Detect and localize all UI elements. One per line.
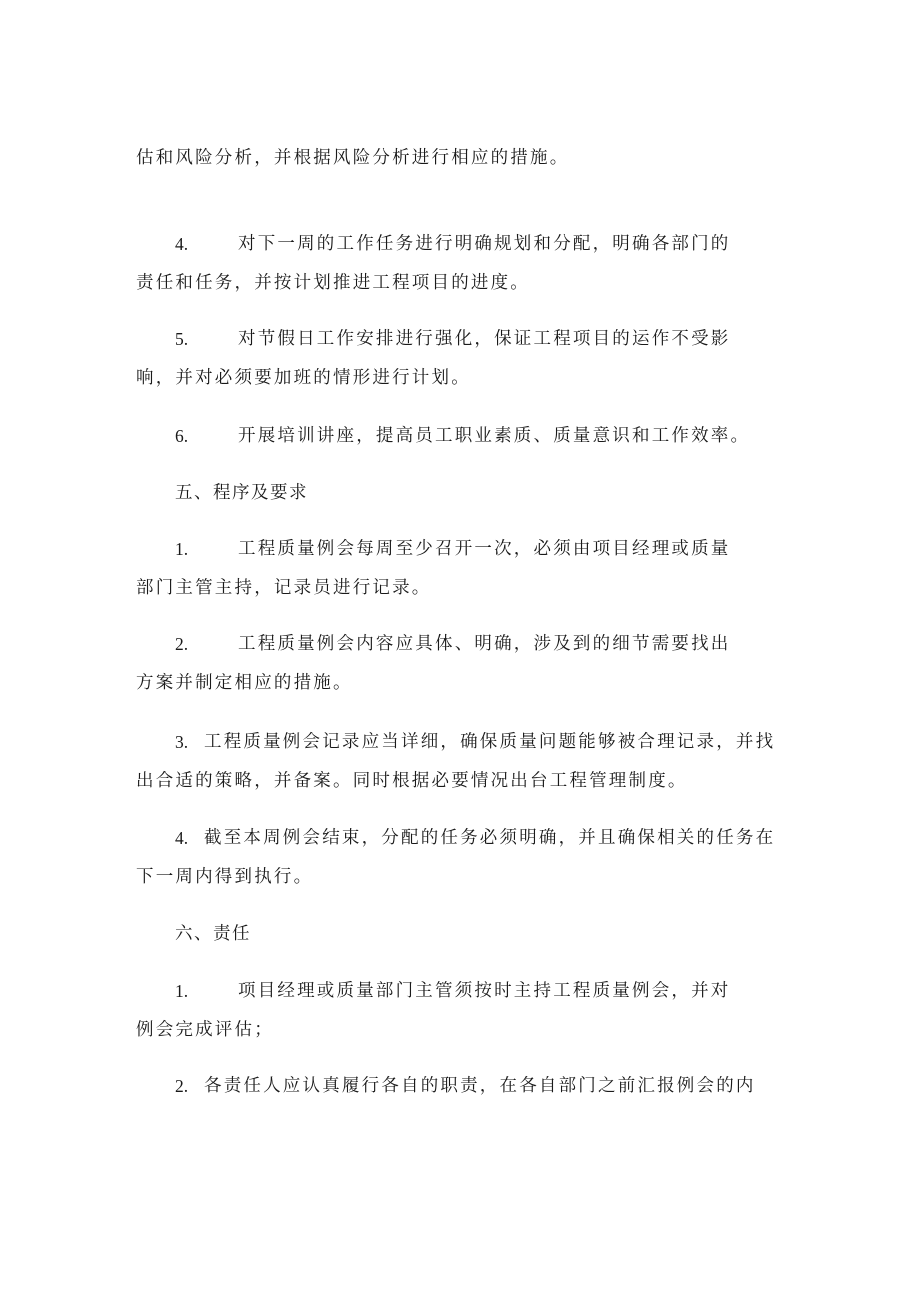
item-text-line1: 开展培训讲座，提高员工职业素质、质量意识和工作效率。 [238,426,751,446]
item-number: 2. [175,634,189,654]
item-text-line1: 对下一周的工作任务进行明确规划和分配，明确各部门的 [238,234,731,254]
item-text-line2: 下一周内得到执行。 [136,867,314,887]
item-number: 6. [175,426,189,446]
item-text-line1: 截至本周例会结束，分配的任务必须明确，并且确保相关的任务在 [204,828,776,848]
item-number: 4. [175,234,189,254]
item-number: 5. [175,329,189,349]
item-text-line2: 响，并对必须要加班的情形进行计划。 [136,368,471,388]
item-text-line2: 责任和任务，并按计划推进工程项目的进度。 [136,273,530,293]
section-heading: 五、程序及要求 [175,483,308,503]
item-text-line1: 工程质量例会每周至少召开一次，必须由项目经理或质量 [238,539,731,559]
item-number: 2. [175,1076,189,1096]
section-heading: 六、责任 [175,924,251,944]
continuation-text: 估和风险分析，并根据风险分析进行相应的措施。 [136,148,570,168]
item-text-line2: 部门主管主持，记录员进行记录。 [136,578,432,598]
item-number: 1. [175,981,189,1001]
item-text-line1: 项目经理或质量部门主管须按时主持工程质量例会，并对 [238,981,731,1001]
item-text-line2: 出合适的策略，并备案。同时根据必要情况出台工程管理制度。 [136,771,688,791]
item-number: 4. [175,828,189,848]
item-text-line2: 例会完成评估； [136,1020,274,1040]
item-text-line1: 对节假日工作安排进行强化，保证工程项目的运作不受影 [238,329,731,349]
item-text-line1: 工程质量例会内容应具体、明确，涉及到的细节需要找出 [238,634,731,654]
item-text-line2: 方案并制定相应的措施。 [136,673,353,693]
item-text-line1: 各责任人应认真履行各自的职责，在各自部门之前汇报例会的内 [204,1076,756,1096]
item-number: 3. [175,732,189,752]
item-number: 1. [175,539,189,559]
item-text-line1: 工程质量例会记录应当详细，确保质量问题能够被合理记录，并找 [204,732,776,752]
